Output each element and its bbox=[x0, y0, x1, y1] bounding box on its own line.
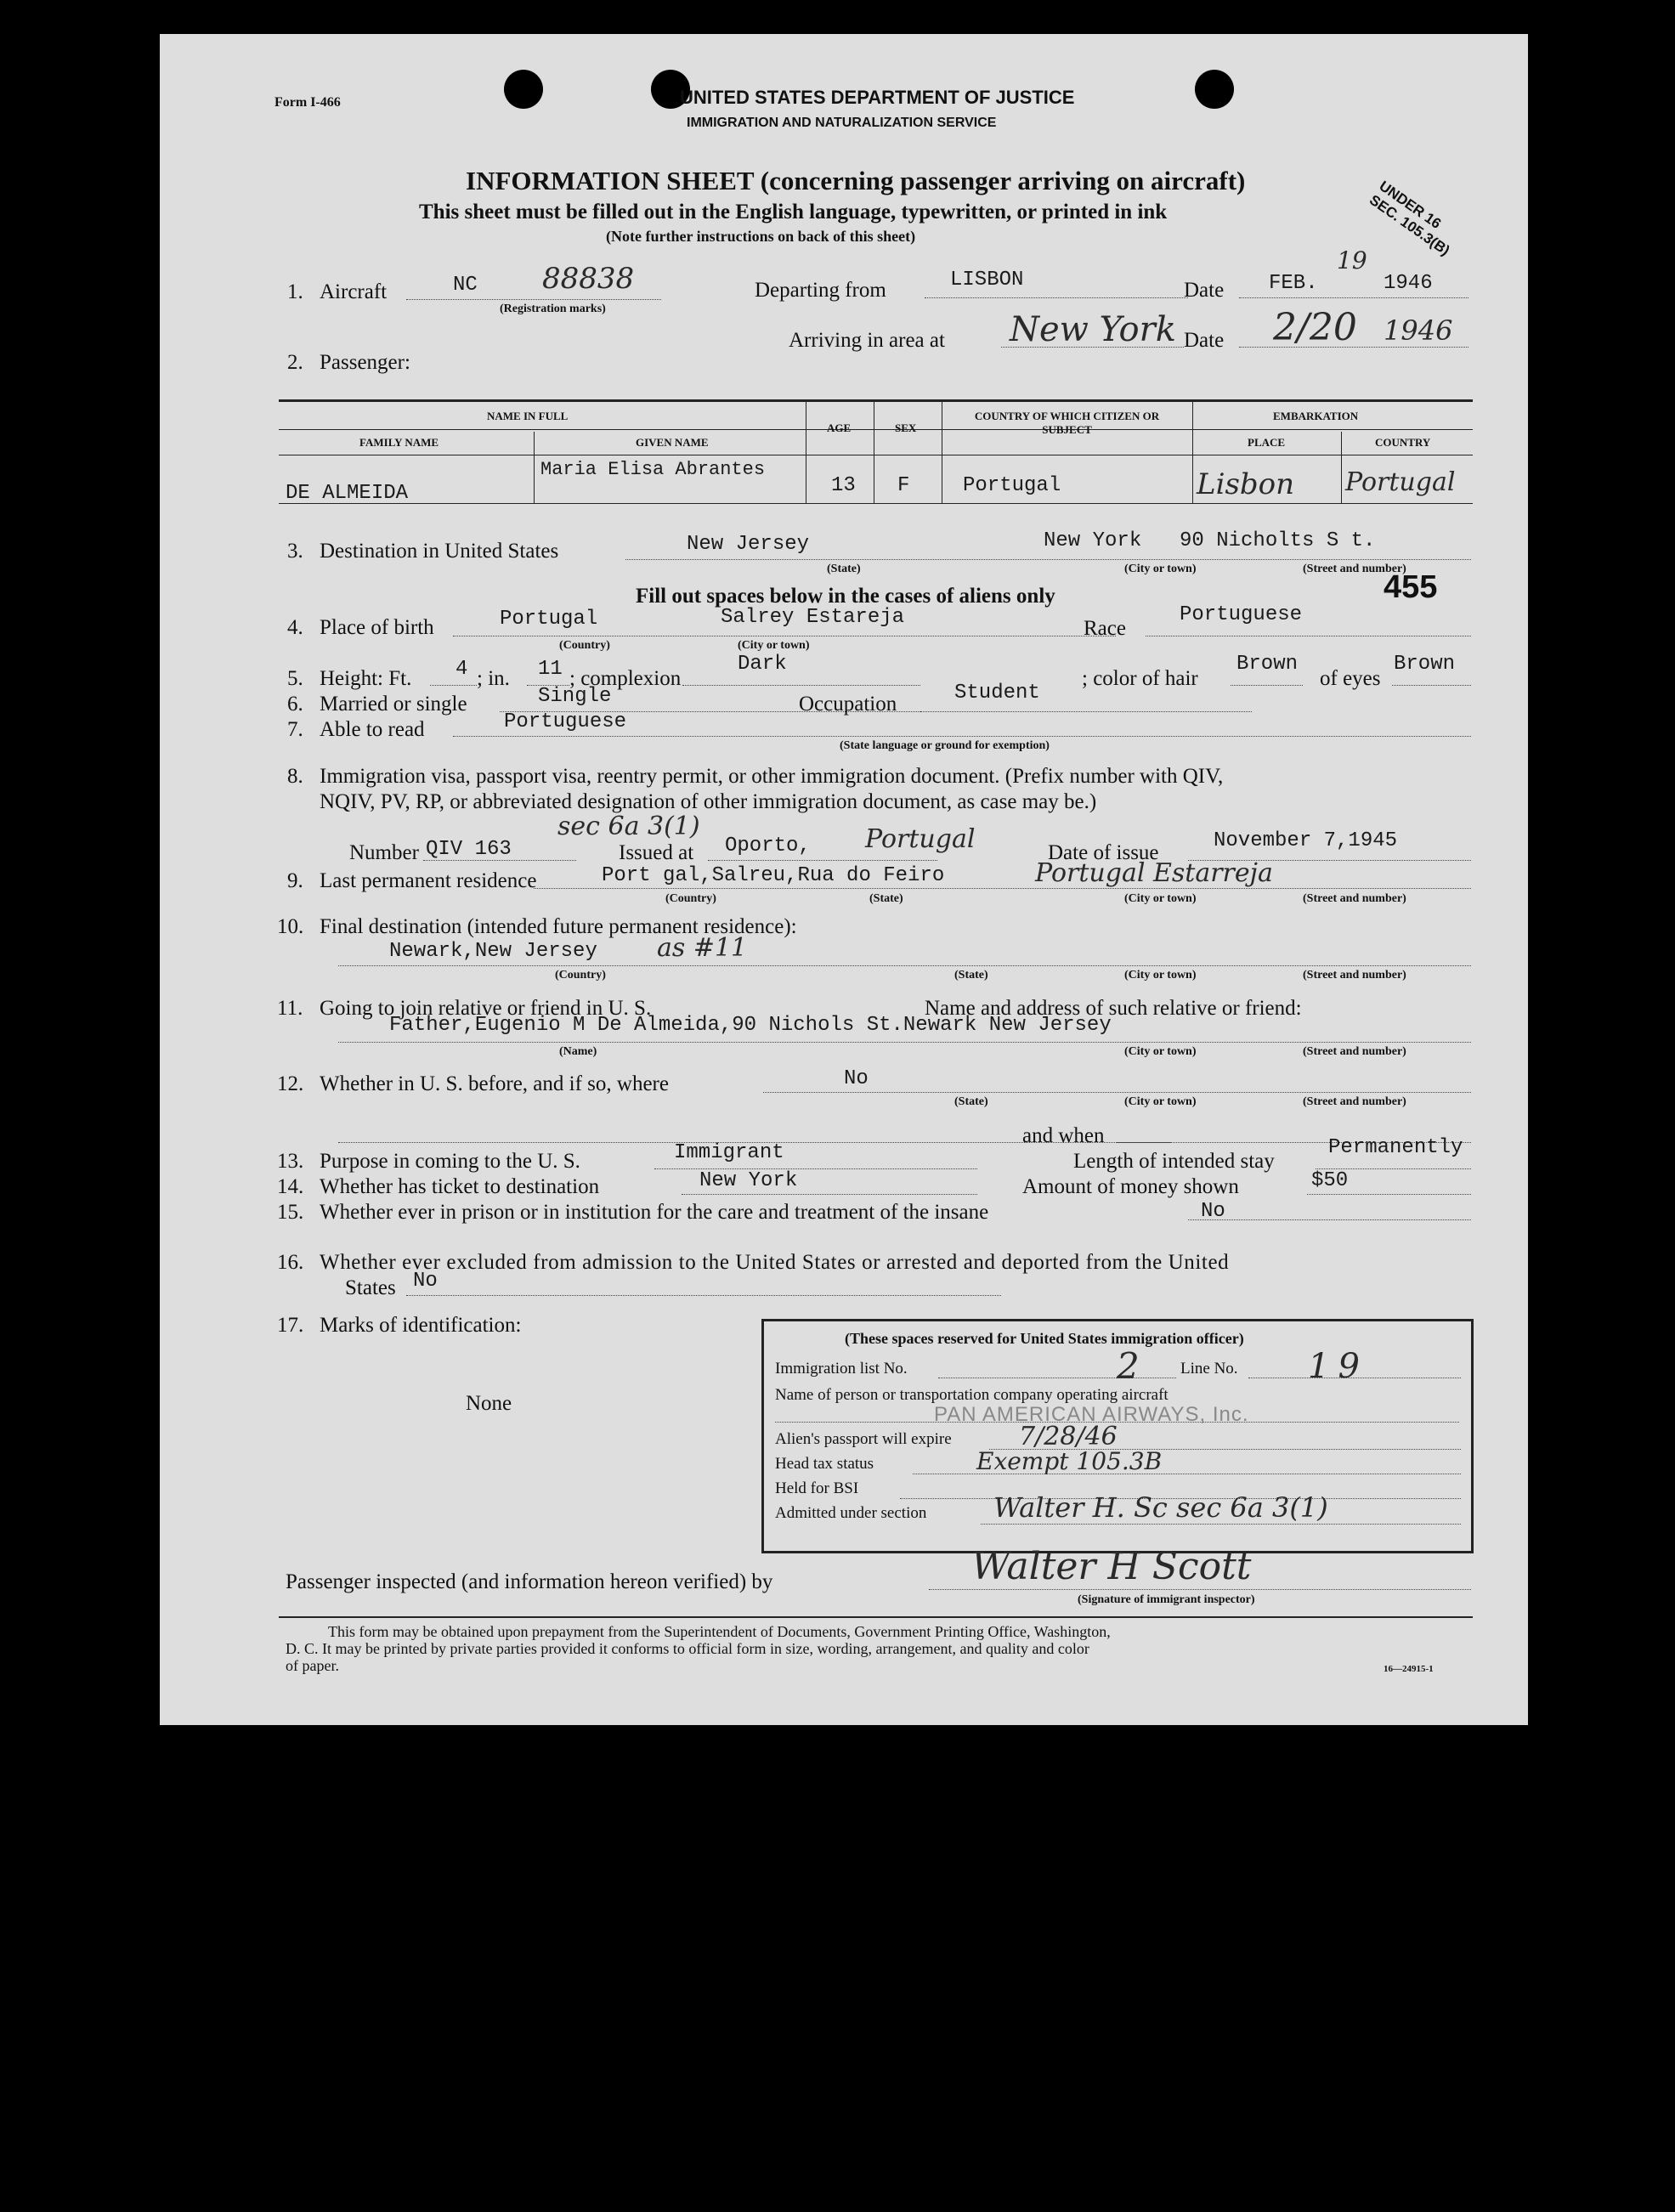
eyes-label: of eyes bbox=[1320, 667, 1381, 690]
q9-number: 9. bbox=[287, 869, 303, 892]
header-place: PLACE bbox=[1248, 436, 1286, 449]
caption-rel-city: (City or town) bbox=[1124, 1045, 1197, 1058]
q2-label: Passenger: bbox=[320, 351, 410, 374]
admitted-label: Admitted under section bbox=[775, 1504, 927, 1522]
date2-label: Date bbox=[1184, 329, 1225, 352]
date-of-issue-value: November 7,1945 bbox=[1214, 829, 1398, 852]
officer-box-header: (These spaces reserved for United States immigration officer) bbox=[845, 1330, 1244, 1347]
issued-at-label: Issued at bbox=[619, 841, 694, 864]
q16-number: 16. bbox=[277, 1251, 304, 1274]
q11-label: Going to join relative or friend in U. S. bbox=[320, 997, 652, 1020]
eyes-value: Brown bbox=[1394, 653, 1456, 676]
given-name-value: Maria Elisa Abrantes bbox=[540, 459, 766, 480]
date-year: 1946 bbox=[1384, 272, 1433, 295]
officer-box bbox=[761, 1319, 1474, 1553]
q6-number: 6. bbox=[287, 693, 303, 716]
height-in: 11 bbox=[538, 658, 563, 681]
q8-text-line2: NQIV, PV, RP, or abbreviated designation of other immigration document, as case may be.) bbox=[320, 790, 1097, 813]
header-name-in-full: NAME IN FULL bbox=[487, 410, 569, 422]
q4-label: Place of birth bbox=[320, 616, 434, 639]
embarkation-country-value: Portugal bbox=[1345, 467, 1456, 497]
header-country-citizen: COUNTRY OF WHICH CITIZEN OR SUBJECT bbox=[974, 410, 1160, 436]
footer-line2: D. C. It may be printed by private parties provided it conforms to official form in size, wording, arrangement, and quality and color bbox=[286, 1640, 1089, 1657]
complexion-value: Dark bbox=[738, 653, 787, 676]
q11-label2: Name and address of such relative or friend: bbox=[925, 997, 1302, 1020]
q12-label: Whether in U. S. before, and if so, where bbox=[320, 1072, 669, 1095]
caption-language: (State language or ground for exemption) bbox=[840, 739, 1050, 752]
caption-birth-country: (Country) bbox=[559, 639, 610, 652]
aliens-note: Fill out spaces below in the cases of aliens only bbox=[636, 585, 1055, 608]
caption-birth-city: (City or town) bbox=[738, 639, 810, 652]
caption-final-city: (City or town) bbox=[1124, 969, 1197, 982]
q2-number: 2. bbox=[287, 351, 303, 374]
occupation-label: Occupation bbox=[799, 693, 897, 716]
header-embarkation: EMBARKATION bbox=[1273, 410, 1359, 422]
passport-expire-label: Alien's passport will expire bbox=[775, 1430, 952, 1448]
q6-label: Married or single bbox=[320, 693, 467, 716]
race-label: Race bbox=[1084, 617, 1126, 640]
residence-value: Port gal,Salreu,Rua do Feiro bbox=[602, 864, 945, 887]
q15-label: Whether ever in prison or in institution for the care and treatment of the insane bbox=[320, 1201, 989, 1224]
q16-label-line2: States bbox=[345, 1276, 396, 1299]
list-no-value: 2 bbox=[1117, 1345, 1140, 1387]
header-country: COUNTRY bbox=[1375, 436, 1431, 449]
header-age: AGE bbox=[827, 421, 852, 434]
line-no-label: Line No. bbox=[1180, 1360, 1238, 1378]
line-no-value: 19 bbox=[1308, 1347, 1368, 1386]
head-tax-value: Exempt 105.3B bbox=[976, 1447, 1163, 1475]
caption-state: (State) bbox=[827, 563, 861, 575]
complexion-label: ; complexion bbox=[569, 667, 682, 690]
q14-label: Whether has ticket to destination bbox=[320, 1175, 600, 1198]
birth-country: Portugal bbox=[500, 608, 598, 631]
money-value: $50 bbox=[1311, 1169, 1349, 1192]
q13-number: 13. bbox=[277, 1150, 304, 1173]
relative-value: Father,Eugenio M De Almeida,90 Nichols St.Newark New Jersey bbox=[389, 1014, 1112, 1037]
date2-year: 1946 bbox=[1384, 314, 1453, 347]
date-day: 19 bbox=[1337, 246, 1367, 274]
footer-line3: of paper. bbox=[286, 1657, 339, 1674]
marital-value: Single bbox=[538, 685, 612, 708]
purpose-value: Immigrant bbox=[674, 1141, 784, 1164]
admitted-value: Walter H. Sc sec 6a 3(1) bbox=[993, 1491, 1328, 1524]
document-number-label: Number bbox=[349, 841, 419, 864]
header-given-name: GIVEN NAME bbox=[636, 436, 709, 449]
list-no-label: Immigration list No. bbox=[775, 1360, 908, 1378]
form-sheet bbox=[160, 34, 1528, 1725]
caption-city: (City or town) bbox=[1124, 563, 1197, 575]
ticket-value: New York bbox=[699, 1169, 798, 1192]
issued-at-value: Oporto, bbox=[725, 834, 811, 857]
arriving-label: Arriving in area at bbox=[789, 329, 945, 352]
hair-label: ; color of hair bbox=[1082, 667, 1198, 690]
form-number: Form I-466 bbox=[274, 95, 341, 110]
family-name-value: DE ALMEIDA bbox=[286, 482, 409, 505]
arriving-value: New York bbox=[1010, 310, 1176, 349]
date-month: FEB. bbox=[1269, 272, 1318, 295]
q1-label: Aircraft bbox=[320, 280, 388, 303]
departing-label: Departing from bbox=[755, 279, 886, 302]
head-tax-label: Head tax status bbox=[775, 1455, 874, 1473]
form-note: (Note further instructions on back of this sheet) bbox=[606, 228, 916, 245]
aircraft-number: 88838 bbox=[542, 262, 635, 296]
issued-at-hand: Portugal bbox=[865, 824, 976, 854]
caption-final-country: (Country) bbox=[555, 969, 606, 982]
stay-label: Length of intended stay bbox=[1073, 1150, 1275, 1173]
q15-number: 15. bbox=[277, 1201, 304, 1224]
q7-label: Able to read bbox=[320, 718, 425, 741]
stamp-under-16: UNDER 16 SEC. 105.3(B) bbox=[1366, 178, 1453, 259]
q10-label: Final destination (intended future permanent residence): bbox=[320, 915, 797, 938]
race-value: Portuguese bbox=[1180, 603, 1303, 626]
inspector-signature-caption: (Signature of immigrant inspector) bbox=[1078, 1593, 1255, 1606]
q16-label-line1: Whether ever excluded from admission to the United States or arrested and deported from the United bbox=[320, 1251, 1230, 1274]
caption-rel-name: (Name) bbox=[559, 1045, 597, 1058]
caption-prev-state: (State) bbox=[954, 1095, 988, 1108]
caption-prev-city: (City or town) bbox=[1124, 1095, 1197, 1108]
departing-value: LISBON bbox=[950, 269, 1024, 291]
q3-number: 3. bbox=[287, 540, 303, 563]
destination-city: New York bbox=[1044, 529, 1142, 552]
caption-res-street: (Street and number) bbox=[1303, 892, 1406, 905]
q10-number: 10. bbox=[277, 915, 304, 938]
footer-line1: This form may be obtained upon prepayment from the Superintendent of Documents, Government Printing Office, Washington, bbox=[328, 1623, 1111, 1640]
q4-number: 4. bbox=[287, 616, 303, 639]
age-value: 13 bbox=[831, 474, 856, 497]
q17-label: Marks of identification: bbox=[320, 1314, 522, 1337]
company-value: PAN AMERICAN AIRWAYS, Inc. bbox=[934, 1403, 1249, 1426]
caption-street: (Street and number) bbox=[1303, 563, 1406, 575]
hair-value: Brown bbox=[1236, 653, 1299, 676]
read-value: Portuguese bbox=[504, 710, 627, 733]
date-label: Date bbox=[1184, 279, 1225, 302]
destination-street: 90 Nicholts S t. bbox=[1180, 529, 1376, 552]
citizen-value: Portugal bbox=[963, 474, 1061, 497]
caption-final-state: (State) bbox=[954, 969, 988, 982]
date-of-issue-label: Date of issue bbox=[1048, 841, 1159, 864]
q12-number: 12. bbox=[277, 1072, 304, 1095]
header-family-name: FAMILY NAME bbox=[359, 436, 439, 449]
registration-caption: (Registration marks) bbox=[500, 303, 606, 315]
q12-value: No bbox=[844, 1067, 869, 1090]
inspector-signature: Walter H Scott bbox=[971, 1545, 1252, 1588]
q17-value: None bbox=[466, 1392, 512, 1415]
q8-number: 8. bbox=[287, 765, 303, 788]
footer-code: 16—24915-1 bbox=[1384, 1664, 1434, 1674]
height-label: Height: Ft. bbox=[320, 667, 412, 690]
q8-text-line1: Immigration visa, passport visa, reentry permit, or other immigration document. (Prefix number with QIV, bbox=[320, 765, 1224, 788]
q3-label: Destination in United States bbox=[320, 540, 559, 563]
service-name: IMMIGRATION AND NATURALIZATION SERVICE bbox=[687, 116, 997, 130]
caption-rel-street: (Street and number) bbox=[1303, 1045, 1406, 1058]
punch-hole bbox=[1195, 70, 1234, 109]
embarkation-place-value: Lisbon bbox=[1197, 467, 1295, 501]
document-number: QIV 163 bbox=[426, 838, 512, 861]
q8-hand-note: sec 6a 3(1) bbox=[557, 812, 700, 841]
q13-label: Purpose in coming to the U. S. bbox=[320, 1150, 580, 1173]
inspected-label: Passenger inspected (and information hereon verified) by bbox=[286, 1570, 773, 1593]
sex-value: F bbox=[897, 474, 910, 497]
q11-number: 11. bbox=[277, 997, 303, 1020]
held-bsi-label: Held for BSI bbox=[775, 1479, 859, 1497]
punch-hole bbox=[504, 70, 543, 109]
aircraft-prefix: NC bbox=[453, 274, 478, 297]
caption-res-city: (City or town) bbox=[1124, 892, 1197, 905]
form-subtitle: This sheet must be filled out in the English language, typewritten, or printed in ink bbox=[419, 201, 1168, 223]
final-destination-hand: as #11 bbox=[657, 933, 748, 963]
money-label: Amount of money shown bbox=[1022, 1175, 1239, 1198]
form-title: INFORMATION SHEET (concerning passenger arriving on aircraft) bbox=[466, 166, 1246, 195]
caption-res-state: (State) bbox=[869, 892, 903, 905]
height-ft: 4 bbox=[456, 658, 468, 681]
header-sex: SEX bbox=[895, 421, 917, 434]
birth-city: Salrey Estareja bbox=[721, 606, 905, 629]
occupation-value: Student bbox=[954, 682, 1040, 704]
q15-value: No bbox=[1201, 1200, 1225, 1223]
department-name: UNITED STATES DEPARTMENT OF JUSTICE bbox=[680, 87, 1075, 108]
passport-expire-value: 7/28/46 bbox=[1019, 1422, 1118, 1451]
q9-label: Last permanent residence bbox=[320, 869, 537, 892]
company-label: Name of person or transportation company operating aircraft bbox=[775, 1386, 1169, 1404]
height-in-label: ; in. bbox=[477, 667, 510, 690]
q1-number: 1. bbox=[287, 280, 303, 303]
q14-number: 14. bbox=[277, 1175, 304, 1198]
destination-state: New Jersey bbox=[687, 533, 810, 556]
q5-number: 5. bbox=[287, 667, 303, 690]
residence-hand: Portugal Estarreja bbox=[1035, 858, 1273, 888]
stamp-number: 455 bbox=[1384, 569, 1438, 605]
caption-final-street: (Street and number) bbox=[1303, 969, 1406, 982]
date2-value: 2/20 bbox=[1273, 306, 1357, 349]
stay-value: Permanently bbox=[1328, 1136, 1463, 1159]
caption-res-country: (Country) bbox=[665, 892, 716, 905]
q16-value: No bbox=[413, 1270, 438, 1293]
caption-prev-street: (Street and number) bbox=[1303, 1095, 1406, 1108]
q7-number: 7. bbox=[287, 718, 303, 741]
q17-number: 17. bbox=[277, 1314, 304, 1337]
final-destination-value: Newark,New Jersey bbox=[389, 940, 597, 963]
and-when-label: and when bbox=[1022, 1124, 1105, 1147]
